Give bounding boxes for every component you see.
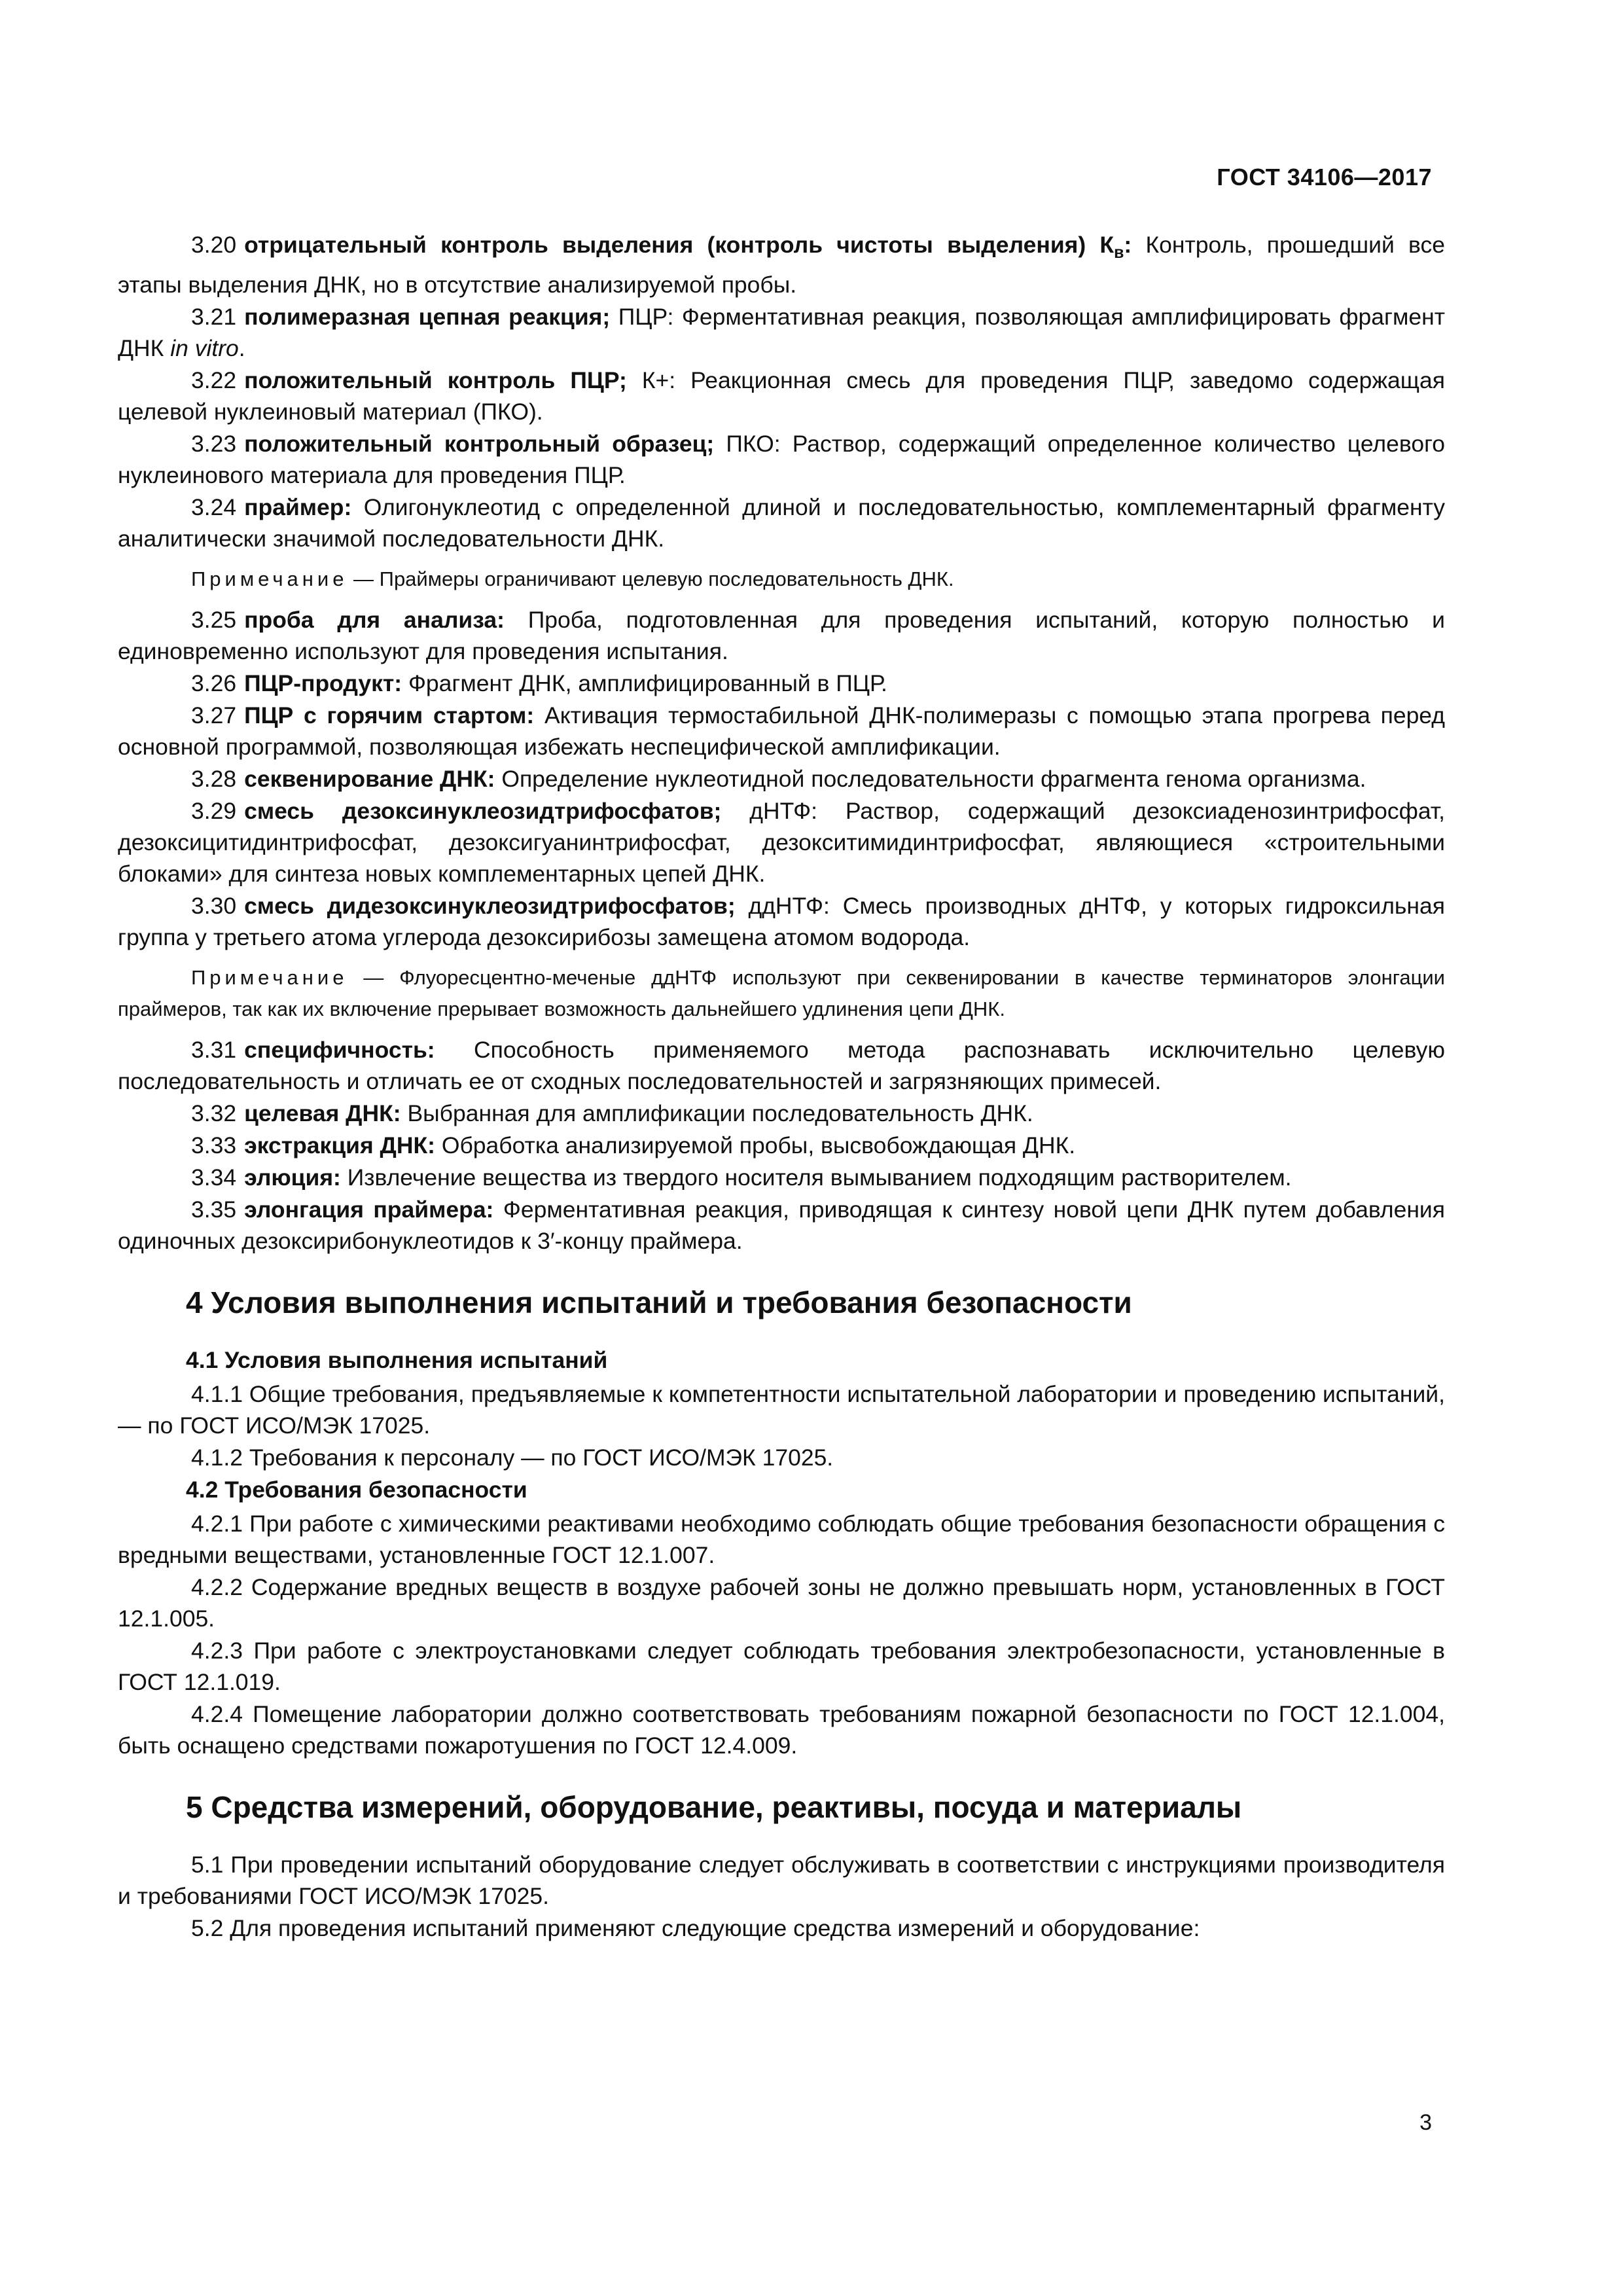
term: отрицательный контроль выделения (контроль чистоты выделения) $К_в$: <box>244 232 1132 262</box>
term: праймер: <box>244 494 352 521</box>
paragraph-4-1-2: 4.1.2 Требования к персоналу — по ГОСТ ИСО/МЭК 17025. <box>191 1444 834 1471</box>
term: проба для анализа: <box>244 607 505 634</box>
term: полимеразная цепная реакция; <box>244 304 611 331</box>
term: элюция: <box>244 1164 341 1191</box>
definition-3-25: 3.25 проба для анализа: Проба, подготовленная для проведения испытаний, которую полностью и единовременно используют для проведения испытания. <box>118 607 1445 665</box>
definition-3-22: 3.22 положительный контроль ПЦР; К+: Реакционная смесь для проведения ПЦР, заведомо содержащая целевой нуклеиновый материал (ПКО). <box>118 367 1445 425</box>
page-content <box>118 229 1445 1945</box>
definition-3-35: 3.35 элонгация праймера: Ферментативная реакция, приводящая к синтезу новой цепи ДНК путем добавления одиночных дезоксирибонуклеотидов к 3′-концу праймера. <box>118 1196 1445 1255</box>
definition-3-23: 3.23 положительный контрольный образец; ПКО: Раствор, содержащий определенное количество целевого нуклеинового материала для проведения ПЦР. <box>118 431 1445 489</box>
paragraph-5-1: 5.1 При проведении испытаний оборудование следует обслуживать в соответствии с инструкциями производителя и требованиями ГОСТ ИСО/МЭК 17025. <box>118 1852 1445 1910</box>
section-4-heading: 4 Условия выполнения испытаний и требования безопасности <box>186 1285 1132 1320</box>
term: смесь дидезоксинуклеозидтрифосфатов; <box>244 893 736 920</box>
term: смесь дезоксинуклеозидтрифосфатов; <box>244 798 722 825</box>
term: ПЦР-продукт: <box>244 670 402 697</box>
term: специфичность: <box>244 1037 435 1064</box>
definition-3-28: 3.28 секвенирование ДНК: Определение нуклеотидной последовательности фрагмента генома организма. <box>191 766 1366 793</box>
term: элонгация праймера: <box>244 1196 494 1223</box>
paragraph-4-2-1: 4.2.1 При работе с химическими реактивами необходимо соблюдать общие требования безопасности обращения с вредными веществами, установленные ГОСТ 12.1.007. <box>118 1511 1445 1569</box>
paragraph-4-2-3: 4.2.3 При работе с электроустановками следует соблюдать требования электробезопасности, установленные в ГОСТ 12.1.019. <box>118 1638 1445 1696</box>
term: ПЦР с горячим стартом: <box>244 702 535 729</box>
definition-3-33: 3.33 экстракция ДНК: Обработка анализируемой пробы, высвобождающая ДНК. <box>191 1132 1076 1159</box>
note-1: Примечание — Праймеры ограничивают целевую последовательность ДНК. <box>191 567 954 591</box>
definition-3-30: 3.30 смесь дидезоксинуклеозидтрифосфатов; ддНТФ: Смесь производных дНТФ, у которых гидроксильная группа у третьего атома углерода дезоксирибозы замещена атомом водорода. <box>118 893 1445 951</box>
paragraph-4-2-2: 4.2.2 Содержание вредных веществ в воздухе рабочей зоны не должно превышать норм, установленных в ГОСТ 12.1.005. <box>118 1574 1445 1632</box>
definition-3-29: 3.29 смесь дезоксинуклеозидтрифосфатов; дНТФ: Раствор, содержащий дезоксиаденозинтрифосфат, дезоксицитидинтрифосфат, дезоксигуанинтрифосфат, дезокситимидинтрифосфат, являющиеся «строительными блоками» для синтеза новых комплементарных цепей ДНК. <box>118 798 1445 888</box>
paragraph-4-1-1: 4.1.1 Общие требования, предъявляемые к компетентности испытательной лаборатории и проведению испытаний, — по ГОСТ ИСО/МЭК 17025. <box>118 1381 1445 1439</box>
definition-3-26: 3.26 ПЦР-продукт: Фрагмент ДНК, амплифицированный в ПЦР. <box>191 670 887 697</box>
subsection-4-1-heading: 4.1 Условия выполнения испытаний <box>186 1347 608 1374</box>
note-2: Примечание — Флуоресцентно-меченые ддНТФ используют при секвенировании в качестве терминаторов элонгации праймеров, так как их включение прерывает возможность дальнейшего удлинения цепи ДНК. <box>118 966 1445 1021</box>
definition-3-32: 3.32 целевая ДНК: Выбранная для амплификации последовательность ДНК. <box>191 1100 1033 1127</box>
document-id-header: ГОСТ 34106—2017 <box>1217 164 1432 190</box>
paragraph-5-2: 5.2 Для проведения испытаний применяют следующие средства измерений и оборудование: <box>191 1915 1200 1942</box>
term: экстракция ДНК: <box>244 1132 435 1159</box>
definition-3-34: 3.34 элюция: Извлечение вещества из твердого носителя вымыванием подходящим растворителем. <box>191 1164 1292 1191</box>
definition-3-20: 3.20 отрицательный контроль выделения (контроль чистоты выделения) $К_в$: Контроль, прошедший все этапы выделения ДНК, но в отсутствие анализируемой пробы. <box>118 232 1445 298</box>
term: положительный контроль ПЦР; <box>244 367 627 394</box>
term: положительный контрольный образец; <box>244 431 715 457</box>
paragraph-4-2-4: 4.2.4 Помещение лаборатории должно соответствовать требованиям пожарной безопасности по ГОСТ 12.1.004, быть оснащено средствами пожаротушения по ГОСТ 12.4.009. <box>118 1701 1445 1759</box>
subsection-4-2-heading: 4.2 Требования безопасности <box>186 1477 527 1503</box>
page-number: 3 <box>1419 2110 1432 2135</box>
definition-3-21: 3.21 полимеразная цепная реакция; ПЦР: Ферментативная реакция, позволяющая амплифицировать фрагмент ДНК in vitro. <box>118 304 1446 362</box>
definition-3-24: 3.24 праймер: Олигонуклеотид с определенной длиной и последовательностью, комплементарный фрагменту аналитически значимой последовательности ДНК. <box>118 494 1445 552</box>
definition-3-27: 3.27 ПЦР с горячим стартом: Активация термостабильной ДНК-полимеразы с помощью этапа прогрева перед основной программой, позволяющая избежать неспецифической амплификации. <box>118 702 1445 761</box>
section-5-heading: 5 Средства измерений, оборудование, реактивы, посуда и материалы <box>186 1790 1242 1825</box>
term: секвенирование ДНК: <box>244 766 495 793</box>
definition-3-31: 3.31 специфичность: Способность применяемого метода распознавать исключительно целевую последовательность и отличать ее от сходных последовательностей и загрязняющих примесей. <box>118 1037 1445 1095</box>
term: целевая ДНК: <box>244 1100 401 1127</box>
